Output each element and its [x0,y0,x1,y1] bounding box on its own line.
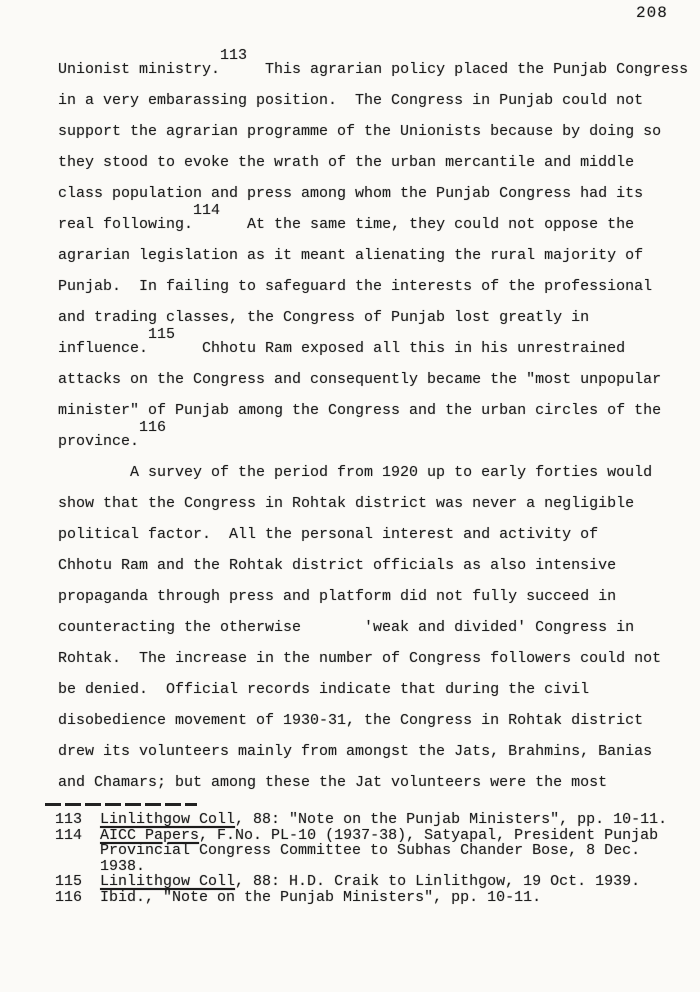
body-line-text: At the same time, they could not oppose the [220,216,635,233]
footnote-source-underlined: Linlithgow Coll [100,811,236,828]
footnote-reference: 114 [193,202,221,219]
body-line: political factor. All the personal interest and activity of [58,526,599,543]
body-line [58,326,698,364]
footnote-continuation: Provincial Congress Committee to Subhas Chander Bose, 8 Dec. [55,842,641,860]
footnotes [55,812,685,906]
body-line: be denied. Official records indicate that during the civil [58,681,590,698]
body-line-text: real following. [58,216,194,233]
body-line [58,419,698,457]
body-line: disobedience movement of 1930-31, the Congress in Rohtak district [58,712,644,729]
footnote-number: 113 [55,811,101,828]
body-line: class population and press among whom the Punjab Congress had its [58,185,644,202]
body-line-text: province. [58,433,140,450]
body-line: drew its volunteers mainly from amongst the Jats, Brahmins, Banias [58,743,653,760]
body-line: attacks on the Congress and consequently became the "most unpopular [58,371,662,388]
footnote-reference: 113 [220,47,248,64]
body-line: in a very embarassing position. The Congress in Punjab could not [58,92,644,109]
footnote-source-underlined: Linlithgow Coll [100,873,236,891]
body-line-text: Unionist ministry. [58,61,221,78]
footnote-item [55,874,685,890]
footnote-reference: 115 [148,326,176,343]
footnote-text: Ibid., "Note on the Punjab Ministers", pp. 10-11. [100,888,542,906]
body-line: support the agrarian programme of the Unionists because by doing so [58,123,662,140]
footnote-number: 114 [55,826,101,844]
footnote-source-underlined: AICC Papers [100,826,200,844]
footnote-text: , 88: H.D. Craik to Linlithgow, 19 Oct. 1939. [235,873,641,891]
body-line: they stood to evoke the wrath of the urban mercantile and middle [58,154,635,171]
body-line-text: influence. [58,340,149,357]
body-line: propaganda through press and platform did not fully succeed in [58,588,617,605]
footnote-text: , 88: "Note on the Punjab Ministers", pp. 10-11. [235,811,668,828]
body-line: Punjab. In failing to safeguard the interests of the professional [58,278,653,295]
footnote-number: 115 [55,873,101,891]
body-line: Chhotu Ram and the Rohtak district officials as also intensive [58,557,617,574]
body-line: show that the Congress in Rohtak district was never a negligible [58,495,635,512]
page-number: 208 [636,4,668,22]
footnote-item [55,828,685,844]
body-line [58,202,698,240]
footnote-text: , F.No. PL-10 (1937-38), Satyapal, President Punjab [199,826,659,844]
body-text [58,47,698,798]
footnote-item [55,812,685,828]
body-line: and trading classes, the Congress of Punjab lost greatly in [58,309,590,326]
footnote-number: 116 [55,888,101,906]
body-line: A survey of the period from 1920 up to early forties would [58,464,653,481]
footnote-reference: 116 [139,419,167,436]
footnote-separator [45,803,197,806]
body-line: and Chamars; but among these the Jat volunteers were the most [58,774,608,791]
body-line [58,47,698,85]
footnote-continuation: 1938. [55,857,146,875]
body-line: counteracting the otherwise 'weak and divided' Congress in [58,619,635,636]
body-line: Rohtak. The increase in the number of Congress followers could not [58,650,662,667]
body-line: agrarian legislation as it meant alienating the rural majority of [58,247,644,264]
body-line: minister" of Punjab among the Congress and the urban circles of the [58,402,662,419]
body-line-text: This agrarian policy placed the Punjab Congress [247,61,689,78]
footnote-item [55,890,685,906]
body-line-text: Chhotu Ram exposed all this in his unrestrained [175,340,626,357]
